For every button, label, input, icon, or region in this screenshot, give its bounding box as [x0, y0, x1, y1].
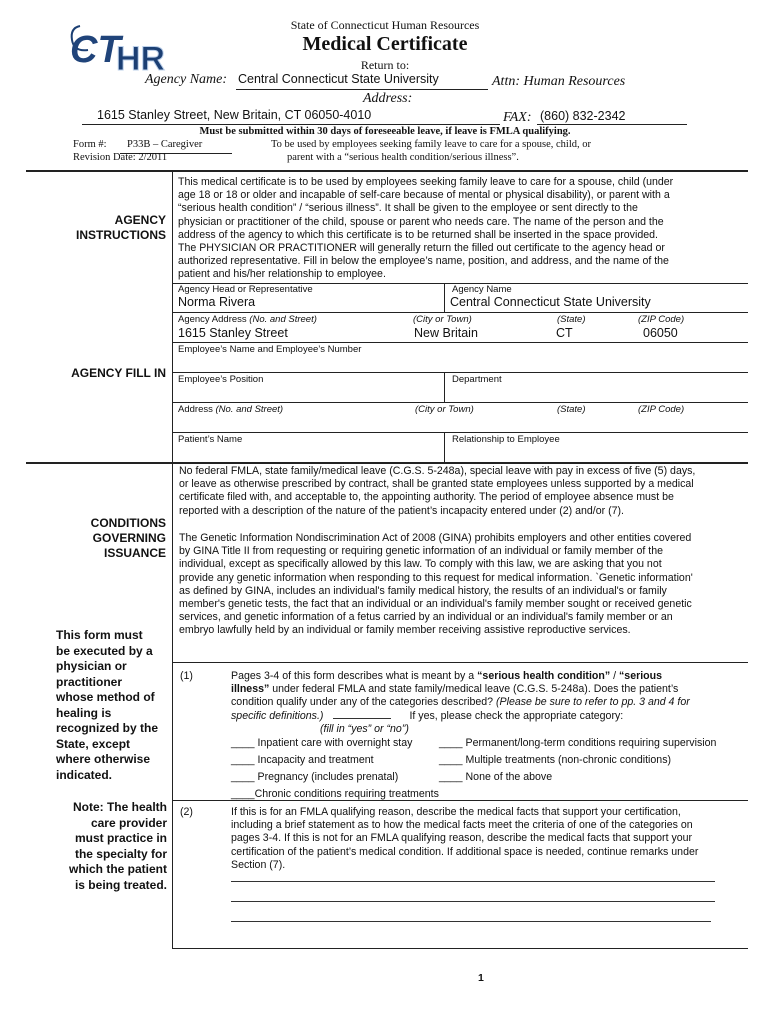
row3-bottom: [172, 372, 748, 373]
agency-fill-in-heading: AGENCY FILL IN: [71, 366, 166, 380]
employee-position-label: Employee’s Position: [178, 374, 264, 385]
employee-zip-label: (ZIP Code): [638, 404, 685, 415]
org-name: State of Connecticut Human Resources: [290, 18, 480, 32]
logo-ct: CT: [70, 29, 121, 71]
patient-name-field[interactable]: [178, 446, 440, 461]
section2-text: [231, 806, 746, 872]
relationship-field[interactable]: [450, 446, 743, 461]
instr-line: patient and his/her relationship to employee.: [178, 268, 386, 281]
conditions-para-2: [179, 532, 745, 638]
agency-head-label: Agency Head or Representative: [178, 284, 313, 295]
gina-line: by GINA Title II from requesting or requiring genetic information of an individual or family member of the: [179, 545, 664, 558]
conditions-bottom: [172, 662, 748, 663]
employee-position-field[interactable]: [178, 386, 440, 401]
instr-line: physician or practitioner of the child, spouse or parent who needs care. The name of the person and the: [178, 215, 664, 228]
return-to: Return to:: [360, 58, 410, 72]
row2-bottom: [172, 342, 748, 343]
form-number-value: P33B – Caregiver: [127, 139, 203, 150]
yes-no-field[interactable]: [333, 718, 391, 719]
gina-line: services, and genetic information of a fetus carried by an individual or an individual's family member or an: [179, 611, 673, 624]
agency-zip-label: (ZIP Code): [638, 314, 685, 325]
agency-state-label: (State): [557, 314, 586, 325]
address-underline: [82, 124, 500, 125]
gina-line: embryo lawfully held by an individual or family member receiving assistive reproductive services.: [179, 624, 631, 637]
cond-line: reported with a description of the nature of the patient’s incapacity entered under (2) and/or (7).: [179, 504, 625, 517]
fax-value[interactable]: (860) 832-2342: [540, 109, 626, 123]
specialty-note: Note: The health care provider must practice in the specialty for which the patient is being treated.: [68, 800, 167, 892]
agency-name-underline: [236, 89, 488, 90]
agency-name-label: Agency Name:: [145, 72, 228, 87]
gina-line: individual, except as specifically allowed by this law. To comply with this law, we are asking that you not: [179, 558, 662, 571]
must-submit-notice: Must be submitted within 30 days of foreseeable leave, if leave is FMLA qualifying.: [199, 126, 571, 137]
s2-line: If this is for an FMLA qualifying reason, describe the medical facts that support your certification,: [231, 806, 681, 818]
section2-answer-line-3[interactable]: [231, 921, 711, 922]
logo-hr: HR: [116, 40, 166, 78]
option-multiple[interactable]: ____ Multiple treatments (non-chronic conditions): [439, 754, 672, 766]
gina-line: provide any genetic information when responding to this request for medical information. `Genetic information': [179, 571, 693, 584]
section1-left-border: [172, 662, 173, 800]
agency-state-field[interactable]: CT: [556, 326, 573, 340]
cond-line: or leave as otherwise prescribed by contract, shall be granted state employees unless supported by a medical: [179, 478, 694, 491]
agency-city-field[interactable]: New Britain: [414, 326, 478, 340]
department-label: Department: [452, 374, 502, 385]
row1-divider: [444, 283, 445, 313]
section1-text: Pages 3-4 of this form describes what is meant by a “serious health condition” / “serious illness” under federal FMLA and state family/medical leave (C.G.S. 5-248a). Does the patient’s condition qualify under any of the categories described? (Please be sure to refer to pp. 3 and 4 for specific definitions.) If yes, please check the appropriate category:: [231, 670, 690, 722]
executed-note: This form must be executed by a physician or practitioner whose method of healing is recognized by the State, except where otherwise indicated.: [56, 628, 159, 782]
option-incapacity[interactable]: ____ Incapacity and treatment: [231, 754, 374, 766]
agency-instructions-heading: AGENCY INSTRUCTIONS: [76, 213, 166, 242]
agency-name-value[interactable]: Central Connecticut State University: [238, 72, 439, 86]
instr-line: This medical certificate is to be used by employees seeking family leave to care for a spouse, child (under: [178, 176, 674, 188]
row4-divider: [444, 372, 445, 402]
section1-bottom: [172, 800, 748, 801]
agency-address-field[interactable]: 1615 Stanley Street: [178, 326, 288, 340]
frame-divider: [172, 172, 173, 948]
option-pregnancy[interactable]: ____ Pregnancy (includes prenatal): [231, 771, 399, 783]
instr-line: “serious health condition” / “serious illness”. It shall be given to the employee or sent directly to the: [178, 202, 638, 215]
option-inpatient[interactable]: ____ Inpatient care with overnight stay: [231, 737, 413, 749]
option-chronic[interactable]: ____Chronic conditions requiring treatments: [231, 788, 439, 800]
revision-date: Revision Date: 2/2011: [73, 152, 168, 163]
page-title: Medical Certificate: [302, 33, 468, 55]
s2-line: Section (7).: [231, 858, 286, 871]
section2-answer-line-1[interactable]: [231, 881, 715, 882]
section2-bottom: [172, 948, 748, 949]
employee-name-field[interactable]: [178, 356, 743, 371]
option-none[interactable]: ____ None of the above: [439, 771, 553, 783]
agency-address-label: Agency Address (No. and Street): [178, 314, 317, 325]
s2-line: certification of the patient’s medical condition. If additional space is needed, continue remarks under: [231, 845, 699, 858]
purpose-line-2: parent with a “serious health condition/serious illness”.: [287, 152, 519, 163]
frame-top: [26, 170, 748, 172]
instr-line: authorized representative. Fill in below the employee’s name, position, and address, and the name of the: [178, 255, 669, 268]
department-field[interactable]: [450, 386, 743, 401]
row5-bottom: [172, 432, 748, 433]
purpose-line-1: To be used by employees seeking family leave to care for a spouse, child, or: [271, 139, 591, 150]
row6-divider: [444, 432, 445, 462]
employee-name-label: Employee’s Name and Employee’s Number: [178, 344, 362, 355]
s2-line: including a brief statement as to how the medical facts meet the criteria of one of the categories on: [231, 819, 693, 832]
fill-in-bottom: [26, 462, 748, 464]
employee-address-label: Address (No. and Street): [178, 404, 284, 415]
address-value[interactable]: 1615 Stanley Street, New Britain, CT 06050-4010: [97, 108, 372, 122]
gina-line: member's genetic tests, the fact that an individual or an individual's family member sought or received genetic: [179, 598, 692, 611]
conditions-heading: CONDITIONS GOVERNING ISSUANCE: [90, 516, 166, 560]
agency-head-field[interactable]: Norma Rivera: [178, 295, 256, 309]
instr-line: The PHYSICIAN OR PRACTITIONER will generally return the filled out certificate to the agency head or: [178, 242, 665, 255]
row4-bottom: [172, 402, 748, 403]
employee-state-label: (State): [557, 404, 586, 415]
instr-line: address of the agency to which this certificate is to be returned shall be inserted in the space provided.: [178, 228, 658, 241]
agency-instructions-text: [178, 176, 746, 282]
instr-line: age 18 or 18 or older and incapable of self-care because of mental or physical disability), or parent with a: [178, 189, 670, 202]
section2-answer-line-2[interactable]: [231, 901, 715, 902]
gina-line: as defined by GINA, includes an individual's family medical history, the results of an individual's or family: [179, 584, 667, 597]
form-number-label: Form #:: [73, 139, 107, 150]
page-number: 1: [478, 972, 484, 984]
agency-name-field[interactable]: Central Connecticut State University: [450, 295, 651, 309]
attn-text: Attn: Human Resources: [492, 74, 626, 89]
agency-city-label: (City or Town): [413, 314, 472, 325]
employee-address-field[interactable]: [178, 416, 743, 431]
employee-city-label: (City or Town): [415, 404, 474, 415]
fill-in-hint: (fill in “yes” or “no”): [320, 723, 409, 735]
row1-bottom: [172, 312, 748, 313]
fax-label: FAX:: [503, 110, 532, 125]
cond-line: No federal FMLA, state family/medical leave (C.G.S. 5-248a), special leave with pay in excess of five (5) days,: [179, 465, 696, 477]
relationship-label: Relationship to Employee: [452, 434, 560, 445]
option-permanent[interactable]: ____ Permanent/long-term conditions requiring supervision: [439, 737, 717, 749]
patient-name-label: Patient’s Name: [178, 434, 243, 445]
s2-line: pages 3-4. If this is not for an FMLA qualifying reason, describe the medical facts that support your: [231, 832, 693, 845]
agency-name-label-2: Agency Name: [452, 284, 512, 295]
fax-underline: [537, 124, 687, 125]
address-label: Address:: [363, 91, 413, 106]
agency-zip-field[interactable]: 06050: [643, 326, 678, 340]
gina-line: The Genetic Information Nondiscrimination Act of 2008 (GINA) prohibits employers and other entities covered: [179, 532, 692, 544]
section1-number: (1): [180, 670, 193, 682]
section2-number: (2): [180, 806, 193, 818]
cond-line: certificate filed with, and acceptable to, the appointing authority. The period of employee absence must be: [179, 491, 674, 504]
conditions-para-1: [179, 465, 745, 518]
